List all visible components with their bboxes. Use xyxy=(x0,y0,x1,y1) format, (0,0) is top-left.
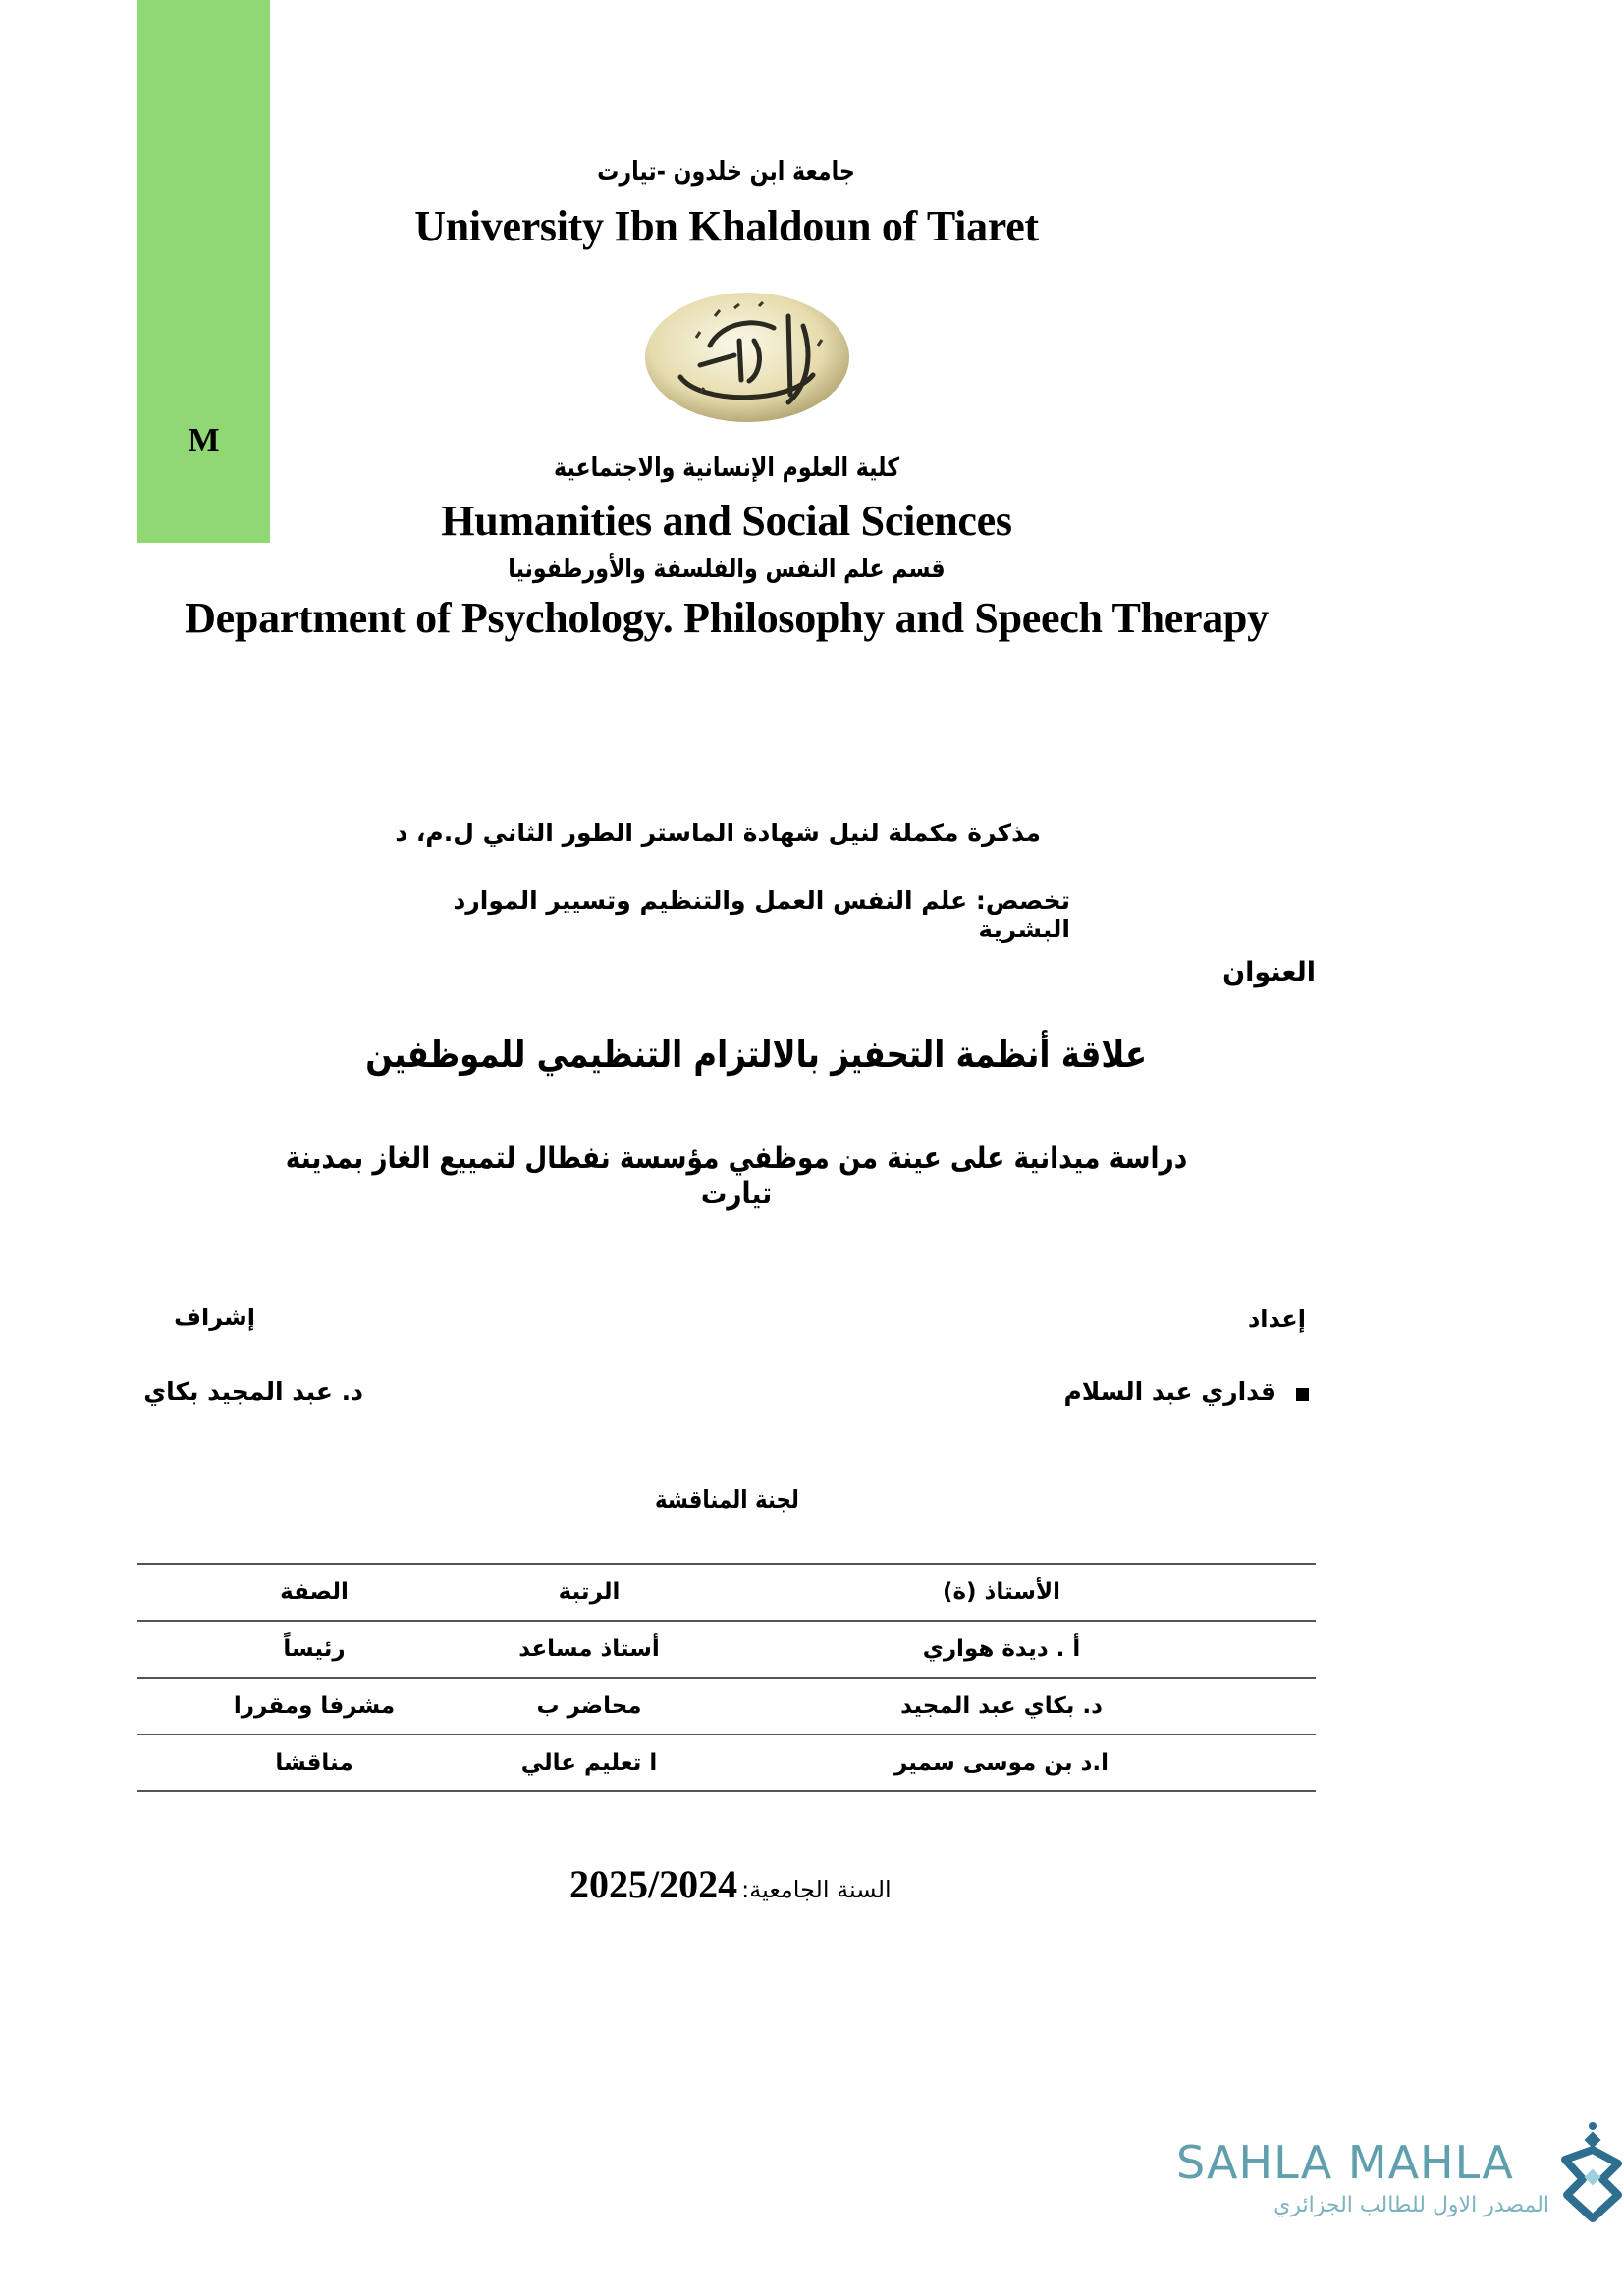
department-name-ar: قسم علم النفس والفلسفة والأورطفونيا xyxy=(508,555,946,584)
cell-role: مشرفا ومقررا xyxy=(137,1678,491,1735)
academic-year-label: السنة الجامعية: xyxy=(741,1876,892,1903)
side-tag-letter: M xyxy=(188,422,220,458)
watermark-logo-icon xyxy=(1559,2120,1622,2226)
committee-table xyxy=(137,1563,1316,1792)
table-header-row xyxy=(137,1564,1316,1621)
specialty-line: تخصص: علم النفس العمل والتنظيم وتسيير الموارد البشرية xyxy=(453,886,1070,943)
sahla-mahla-watermark xyxy=(1176,2110,1624,2228)
thesis-subtitle: دراسة ميدانية على عينة من موظفي مؤسسة نفطال لتمييع الغاز بمدينة تيارت xyxy=(285,1141,1188,1211)
faculty-name-en: Humanities and Social Sciences xyxy=(441,497,1012,545)
cell-role: مناقشا xyxy=(137,1735,491,1791)
watermark-tagline: المصدر الاول للطالب الجزائري xyxy=(1273,2193,1549,2217)
title-label: العنوان xyxy=(1222,957,1316,988)
academic-year-value: 2025/2024 xyxy=(569,1862,738,1906)
university-name-en: University Ibn Khaldoun of Tiaret xyxy=(414,202,1039,250)
header-role: الصفة xyxy=(137,1564,491,1621)
table-row xyxy=(137,1621,1316,1678)
table-row xyxy=(137,1735,1316,1791)
cell-rank: أستاذ مساعد xyxy=(491,1621,687,1678)
header-professor: الأستاذ (ة) xyxy=(687,1564,1316,1621)
cell-rank: ا تعليم عالي xyxy=(491,1735,687,1791)
university-logo xyxy=(641,287,857,428)
cell-professor: أ . ديدة هواري xyxy=(687,1621,1316,1678)
student-name: قداري عبد السلام xyxy=(1063,1377,1276,1406)
university-logo-icon xyxy=(641,287,857,428)
cell-role: رئيساً xyxy=(137,1621,491,1678)
faculty-name-ar: كلية العلوم الإنسانية والاجتماعية xyxy=(553,454,899,483)
cell-professor: ا.د بن موسى سمير xyxy=(687,1735,1316,1791)
university-name-ar: جامعة ابن خلدون -تيارت xyxy=(597,157,856,187)
supervisor-name: د. عبد المجيد بكاي xyxy=(143,1377,363,1406)
degree-line: مذكرة مكملة لنيل شهادة الماستر الطور الثاني ل.م، د xyxy=(395,819,1041,847)
academic-year xyxy=(569,1861,982,1907)
header-rank: الرتبة xyxy=(491,1564,687,1621)
cell-professor: د. بكاي عبد المجيد xyxy=(687,1678,1316,1735)
table-row xyxy=(137,1678,1316,1735)
prepared-by-label: إعداد xyxy=(1247,1306,1306,1333)
thesis-title: علاقة أنظمة التحفيز بالالتزام التنظيمي للموظفين xyxy=(365,1033,1147,1076)
department-name-en: Department of Psychology. Philosophy and Speech Therapy xyxy=(185,594,1269,642)
watermark-brand: SAHLA MAHLA xyxy=(1176,2136,1514,2189)
bullet-icon xyxy=(1296,1388,1309,1401)
supervision-label: إشراف xyxy=(174,1304,255,1331)
committee-title: لجنة المناقشة xyxy=(654,1485,799,1514)
cell-rank: محاضر ب xyxy=(491,1678,687,1735)
